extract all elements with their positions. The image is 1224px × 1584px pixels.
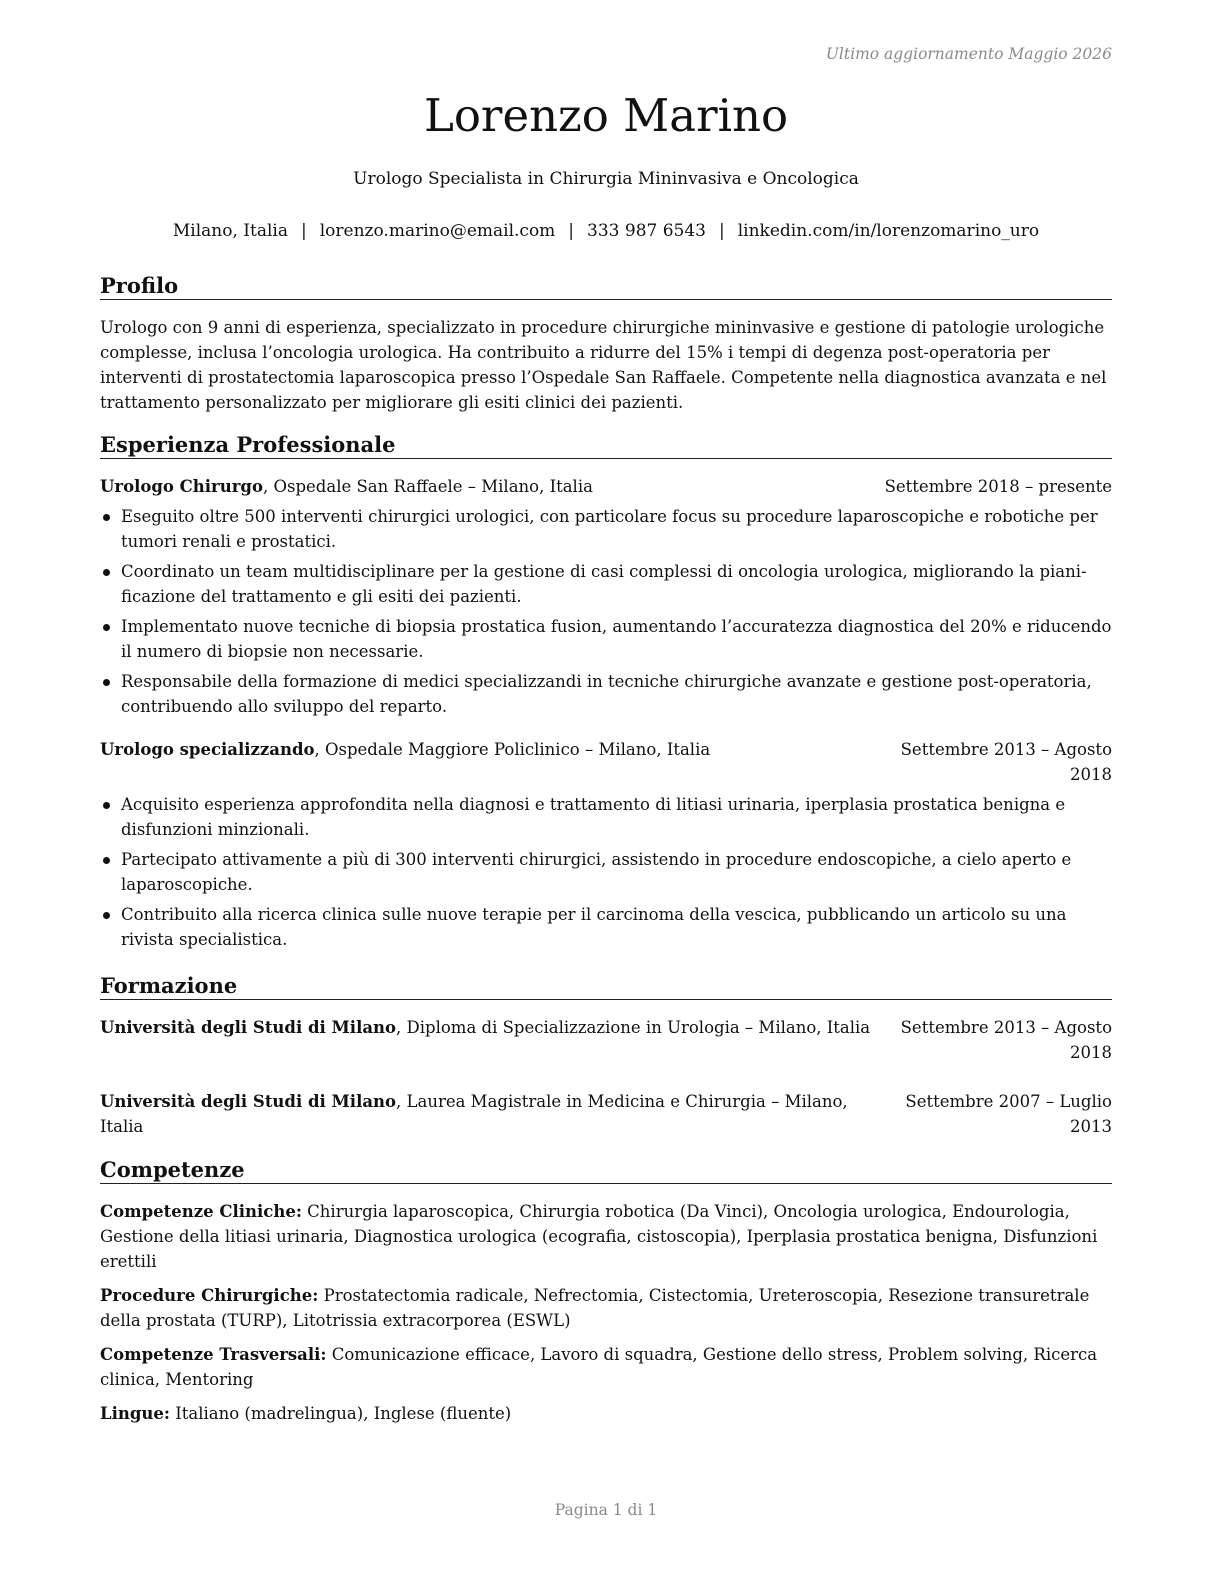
contact-linkedin[interactable]: linkedin.com/in/lorenzomarino_uro — [737, 221, 1040, 241]
job-role: Urologo Chirurgo — [100, 477, 263, 496]
skill-label: Competenze Cliniche: — [100, 1202, 302, 1221]
profile-line: trattamento personalizzato per migliorare gli esiti clinici dei pazienti. — [100, 393, 684, 412]
section-title: Esperienza Professionale — [100, 431, 1112, 459]
job-dates-end: 2018 — [1070, 765, 1112, 784]
education-degree: , Diploma di Specializzazione in Urologia – Milano, Italia — [396, 1018, 871, 1037]
contact-separator: | — [719, 221, 725, 241]
job-employer: , Ospedale San Raffaele – Milano, Italia — [262, 477, 593, 496]
skill-text: Comunicazione efficace, Lavoro di squadra, Gestione dello stress, Problem solving, Ricerca — [326, 1345, 1098, 1364]
skill-text: erettili — [100, 1252, 157, 1271]
job-entry — [100, 737, 1112, 952]
education-dates: Settembre 2013 – Agosto — [900, 1018, 1112, 1037]
education-school: Università degli Studi di Milano — [100, 1018, 397, 1037]
skill-group — [100, 1199, 1112, 1274]
last-updated: Ultimo aggiornamento Maggio 2026 — [825, 45, 1112, 63]
bullet-line: Partecipato attivamente a più di 300 interventi chirurgici, assistendo in procedure endoscopiche, a cielo aperto e — [121, 850, 1072, 869]
contact-separator: | — [568, 221, 575, 241]
page-number: Pagina 1 di 1 — [554, 1501, 658, 1519]
resume-page — [100, 0, 1112, 1584]
section-education — [100, 972, 1112, 1139]
section-title: Competenze — [100, 1156, 1112, 1184]
contact-line — [100, 219, 1112, 243]
list-item — [100, 792, 1112, 842]
bullet-icon — [103, 802, 110, 809]
bullet-line: il numero di biopsie non necessarie. — [121, 642, 424, 661]
skill-text: della prostata (TURP), Litotrissia extracorporea (ESWL) — [100, 1311, 571, 1330]
job-header — [100, 474, 1112, 499]
contact-location: Milano, Italia — [172, 221, 288, 241]
bullet-line: Responsabile della formazione di medici specializzandi in tecniche chirurgiche avanzate e gestione post-operatoria, — [121, 672, 1092, 691]
list-item — [100, 504, 1112, 554]
bullet-line: disfunzioni minzionali. — [121, 820, 310, 839]
bullet-line: laparoscopiche. — [121, 875, 253, 894]
skill-label: Procedure Chirurgiche: — [100, 1286, 319, 1305]
bullet-line: tumori renali e prostatici. — [121, 532, 337, 551]
section-title: Profilo — [100, 272, 1112, 300]
job-header — [100, 737, 1112, 787]
job-role: Urologo specializzando — [100, 740, 315, 759]
bullet-line: Coordinato un team multidisciplinare per la gestione di casi complessi di oncologia urologica, migliorando la piani- — [121, 562, 1087, 581]
list-item — [100, 614, 1112, 664]
list-item — [100, 902, 1112, 952]
bullet-line: Implementato nuove tecniche di biopsia prostatica fusion, aumentando l’accuratezza diagnostica del 20% e riducendo — [121, 617, 1112, 636]
skill-label: Competenze Trasversali: — [100, 1345, 327, 1364]
skill-group — [100, 1401, 1112, 1426]
education-school: Università degli Studi di Milano — [100, 1092, 397, 1111]
profile-line: complesse, inclusa l’oncologia urologica. Ha contribuito a ridurre del 15% i tempi di degenza post-operatoria per — [100, 343, 1050, 362]
profile-line: Urologo con 9 anni di esperienza, specializzato in procedure chirurgiche mininvasive e gestione di patologie urologiche — [100, 318, 1105, 337]
contact-separator: | — [300, 221, 307, 241]
job-employer: , Ospedale Maggiore Policlinico – Milano, Italia — [314, 740, 711, 759]
contact-email[interactable]: lorenzo.marino@email.com — [319, 221, 556, 241]
job-title: Urologo Specialista in Chirurgia Mininvasiva e Oncologica — [353, 169, 859, 189]
bullet-line: rivista specialistica. — [121, 930, 288, 949]
skill-group — [100, 1342, 1112, 1392]
education-degree-cont: Italia — [100, 1117, 144, 1136]
bullet-icon — [103, 514, 110, 521]
skill-text: Prostatectomia radicale, Nefrectomia, Cistectomia, Ureteroscopia, Resezione transuretrale — [318, 1286, 1090, 1305]
section-skills — [100, 1156, 1112, 1435]
section-profile — [100, 272, 1112, 415]
skill-text: clinica, Mentoring — [100, 1370, 254, 1389]
profile-text — [100, 315, 1112, 415]
bullet-icon — [103, 679, 110, 686]
profile-line: interventi di prostatectomia laparoscopica presso l’Ospedale San Raffaele. Competente nella diagnostica avanzata e nel — [100, 368, 1107, 387]
bullet-icon — [103, 912, 110, 919]
education-entry — [100, 1015, 1112, 1065]
job-dates: Settembre 2018 – presente — [884, 477, 1112, 496]
bullet-icon — [103, 569, 110, 576]
skill-text: Gestione della litiasi urinaria, Diagnostica urologica (ecografia, cistoscopia), Iperplasia prostatica benigna, Disfunzioni — [100, 1227, 1098, 1246]
list-item — [100, 669, 1112, 719]
skill-group — [100, 1283, 1112, 1333]
bullet-line: Acquisito esperienza approfondita nella diagnosi e trattamento di litiasi urinaria, iperplasia prostatica benigna e — [121, 795, 1066, 814]
job-entry — [100, 474, 1112, 719]
skill-text: Italiano (madrelingua), Inglese (fluente) — [170, 1404, 512, 1423]
list-item — [100, 847, 1112, 897]
list-item — [100, 559, 1112, 609]
skill-text: Chirurgia laparoscopica, Chirurgia robotica (Da Vinci), Oncologia urologica, Endourologia, — [301, 1202, 1070, 1221]
bullet-line: Contribuito alla ricerca clinica sulle nuove terapie per il carcinoma della vescica, pubblicando un articolo su una — [121, 905, 1067, 924]
education-dates: Settembre 2007 – Luglio — [903, 1089, 1112, 1114]
section-title: Formazione — [100, 972, 1112, 1000]
education-entry — [100, 1089, 1112, 1139]
education-degree: , Laurea Magistrale in Medicina e Chirurgia – Milano, — [396, 1092, 848, 1111]
person-name: Lorenzo Marino — [423, 89, 789, 142]
section-experience — [100, 431, 1112, 957]
bullet-line: ficazione del trattamento e gli esiti dei pazienti. — [121, 587, 522, 606]
bullet-line: Eseguito oltre 500 interventi chirurgici urologici, con particolare focus su procedure laparoscopiche e robotiche per — [121, 507, 1098, 526]
bullet-icon — [103, 624, 110, 631]
education-dates-end: 2018 — [1070, 1043, 1112, 1062]
education-dates-end: 2013 — [1070, 1117, 1112, 1136]
bullet-icon — [103, 857, 110, 864]
bullet-line: contribuendo allo sviluppo del reparto. — [121, 697, 448, 716]
contact-phone[interactable]: 333 987 6543 — [587, 221, 706, 241]
job-bullets — [100, 792, 1112, 952]
job-bullets — [100, 504, 1112, 719]
job-dates: Settembre 2013 – Agosto — [900, 740, 1112, 759]
skill-label: Lingue: — [100, 1404, 170, 1423]
